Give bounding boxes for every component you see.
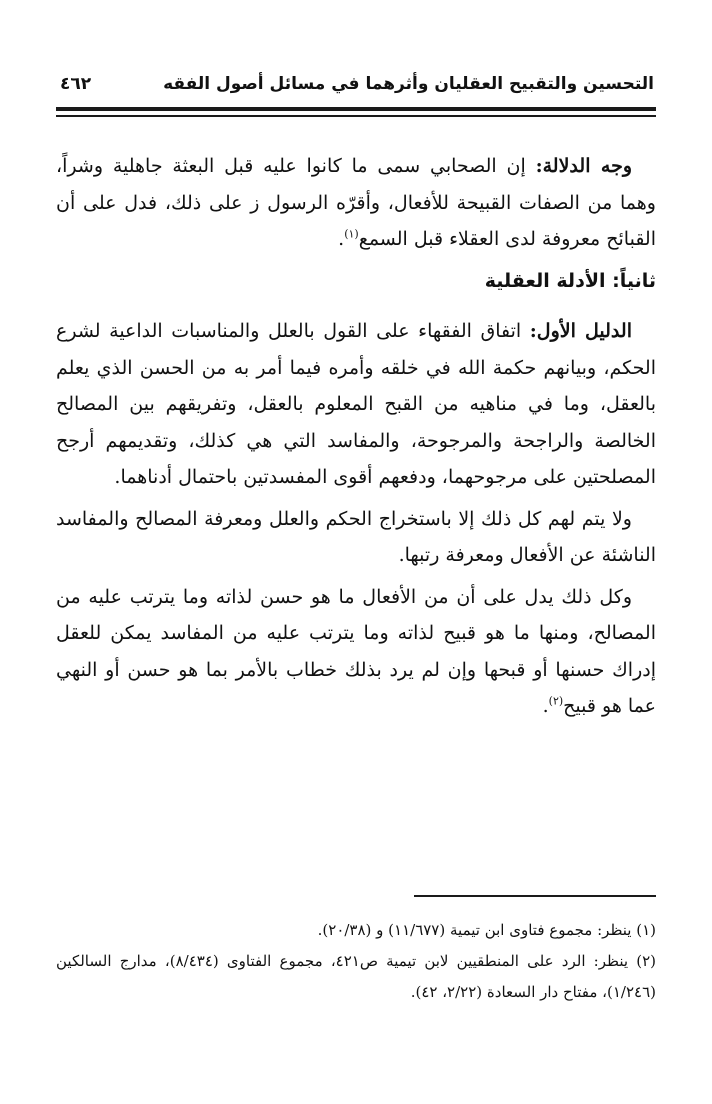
footnote-1: (١) ينظر: مجموع فتاوى ابن تيمية (١١/٦٧٧) و (٢٠/٣٨). [317, 921, 656, 939]
footnote-ref-1[interactable]: (١) [344, 227, 359, 241]
paragraph-conclusion [56, 579, 656, 725]
paragraph-text: اتفاق الفقهاء على القول بالعلل والمناسبات الداعية لشرع الحكم، وبيانهم حكمة الله في خلقه وأمره فيما أمر به من الحسن الذي يعلم بالعقل، وما في مناهيه من القبح المعلوم بالعقل، وتفريقهم بين المصالح الخالصة والراجحة والمرجوحة، والمفاسد التي هي كذلك، وتقديمهم أرجح المصلحتين على مرجوحهما، ودفعهم أقوى المفسدتين باحتمال أدناهما. [56, 320, 656, 488]
running-title: التحسين والتقبيح العقليان وأثرهما في مسائل أصول الفقه [163, 74, 654, 94]
page-number: ٤٦٢ [60, 74, 92, 94]
footnote-2: (٢) ينظر: الرد على المنطقيين لابن تيمية ص٤٢١، مجموع الفتاوى (٨/٤٣٤)، مدارج السالكين (١/٢٤٦)، مفتاح دار السعادة (٢/٢٢، ٤٢). [56, 952, 656, 1001]
header-rule-thick [56, 107, 656, 111]
footnote-ref-2[interactable]: (٢) [548, 694, 564, 708]
footnote-separator [414, 895, 656, 897]
paragraph-lead: وجه الدلالة: [535, 155, 632, 177]
paragraph-text: وكل ذلك يدل على أن من الأفعال ما هو حسن لذاته وما يترتب عليه من المصالح، ومنها ما هو قبيح لذاته وما يترتب عليه من المفاسد يمكن للعقل إدراك حسنها أو قبحها وإن لم يرد بذلك خطاب بالأمر بما هو حسن أو النهي عما هو قبيح [56, 585, 656, 717]
paragraph-first-proof [56, 313, 656, 496]
paragraph-end: . [542, 695, 549, 717]
header-rule-thin [56, 115, 656, 117]
paragraph-requirement: ولا يتم لهم كل ذلك إلا باستخراج الحكم والعلل ومعرفة المصالح والمفاسد الناشئة عن الأفعال ومعرفة رتبها. [56, 507, 656, 566]
main-text [56, 148, 656, 730]
section-heading: ثانياً: الأدلة العقلية [484, 269, 656, 292]
paragraph-evidence [56, 148, 656, 258]
paragraph-end: . [338, 228, 345, 250]
running-header [60, 72, 654, 102]
paragraph-lead: الدليل الأول: [529, 320, 632, 342]
footnotes [56, 915, 656, 1008]
paragraph-text: إن الصحابي سمى ما كانوا عليه قبل البعثة جاهلية وشراً، وهما من الصفات القبيحة للأفعال، وأقرّه الرسول ز على ذلك، فدل على أن القبائح معروفة لدى العقلاء قبل السمع [56, 155, 656, 250]
